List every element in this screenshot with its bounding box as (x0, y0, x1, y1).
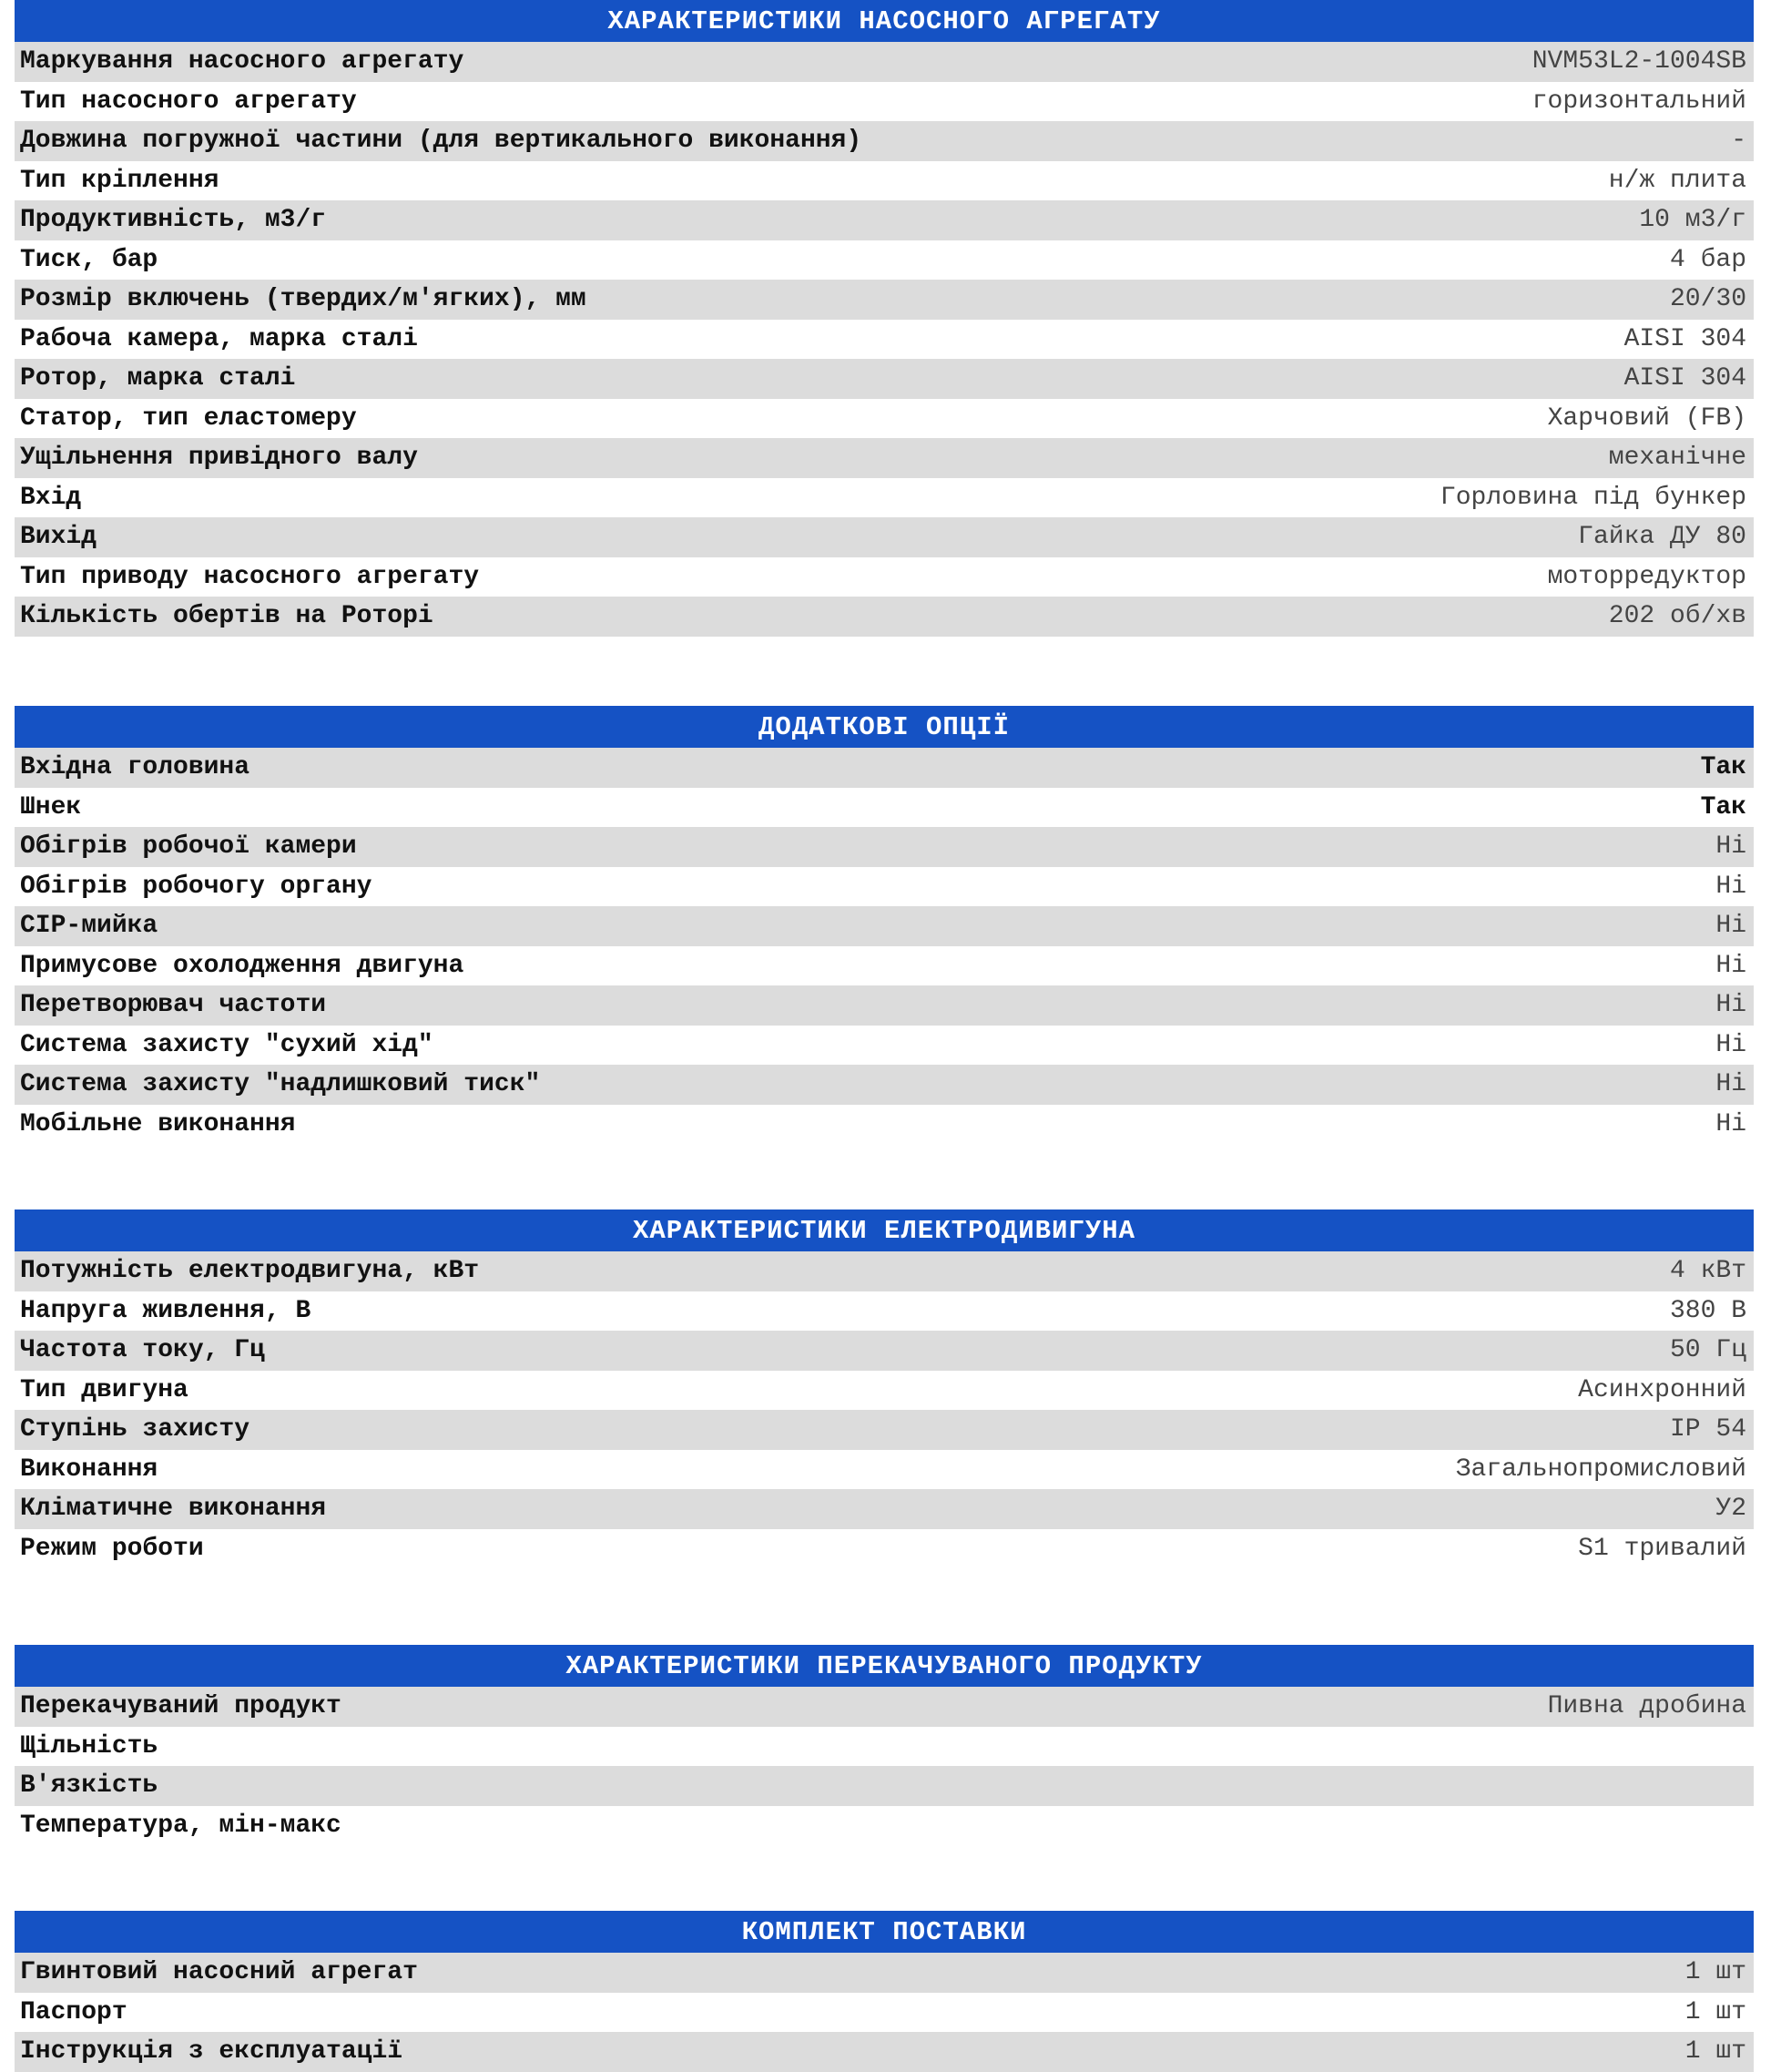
row-value: Ні (1715, 832, 1746, 862)
row-value: AISI 304 (1623, 324, 1746, 353)
row-value: 1 шт (1684, 1958, 1746, 1987)
spec-row (15, 161, 1754, 201)
row-label: Режим роботи (20, 1534, 204, 1563)
spec-table (15, 748, 1754, 1144)
row-value: 10 м3/г (1639, 206, 1746, 235)
row-label: Гвинтовий насосний агрегат (20, 1958, 418, 1987)
section-title: КОМПЛЕКТ ПОСТАВКИ (15, 1911, 1754, 1953)
row-value: Асинхронний (1578, 1375, 1746, 1404)
row-value: NVM53L2-1004SB (1532, 47, 1746, 77)
spec-row (15, 200, 1754, 240)
row-label: Напруга живлення, В (20, 1296, 311, 1325)
spec-row (15, 1251, 1754, 1291)
spec-row (15, 82, 1754, 122)
spec-row (15, 788, 1754, 828)
spec-row (15, 359, 1754, 399)
row-value: Так (1700, 753, 1746, 782)
spec-row (15, 1766, 1754, 1806)
row-label: Мобільне виконання (20, 1109, 296, 1138)
spec-row (15, 1026, 1754, 1066)
row-value: моторредуктор (1547, 562, 1746, 591)
section-title: ХАРАКТЕРИСТИКИ ПЕРЕКАЧУВАНОГО ПРОДУКТУ (15, 1645, 1754, 1687)
row-value: Горловина під бункер (1440, 483, 1746, 512)
spec-row (15, 1105, 1754, 1145)
row-label: Система захисту "надлишковий тиск" (20, 1070, 541, 1099)
spec-row (15, 517, 1754, 557)
row-value: Ні (1715, 1109, 1746, 1138)
row-label: Вхід (20, 483, 82, 512)
spec-row (15, 280, 1754, 320)
row-label: Тип двигуна (20, 1375, 188, 1404)
section-motor-characteristics (15, 1210, 1754, 1568)
row-label: В'язкість (20, 1771, 158, 1801)
spec-row (15, 1529, 1754, 1569)
row-value: Ні (1715, 991, 1746, 1020)
row-value: Так (1700, 792, 1746, 822)
row-label: Обігрів робочогу органу (20, 872, 372, 901)
section-title: ХАРАКТЕРИСТИКИ ЕЛЕКТРОДИВИГУНА (15, 1210, 1754, 1251)
row-label: Тип кріплення (20, 166, 219, 195)
row-value: 202 об/хв (1608, 602, 1746, 631)
row-label: Статор, тип еластомеру (20, 403, 357, 433)
row-label: Кількість обертів на Роторі (20, 602, 433, 631)
row-label: Ущільнення привідного валу (20, 444, 418, 473)
spec-row (15, 1410, 1754, 1450)
spec-table (15, 1251, 1754, 1568)
spec-row (15, 1371, 1754, 1411)
spec-row (15, 748, 1754, 788)
row-value: Ні (1715, 912, 1746, 941)
row-value: S1 тривалий (1578, 1534, 1746, 1563)
spec-row (15, 1450, 1754, 1490)
row-value: У2 (1715, 1495, 1746, 1524)
spec-row (15, 121, 1754, 161)
row-value: Ні (1715, 951, 1746, 980)
row-label: Маркування насосного агрегату (20, 47, 464, 77)
row-label: Кліматичне виконання (20, 1495, 327, 1524)
row-label: Тип приводу насосного агрегату (20, 562, 480, 591)
row-label: Ступінь захисту (20, 1415, 250, 1444)
row-value: Харчовий (FB) (1547, 403, 1746, 433)
spec-row (15, 827, 1754, 867)
row-value: Загальнопромисловий (1455, 1454, 1746, 1484)
row-label: Щільність (20, 1731, 158, 1761)
row-label: Потужність електродвигуна, кВт (20, 1257, 480, 1286)
spec-table (15, 1687, 1754, 1845)
spec-row (15, 946, 1754, 986)
row-label: Перетворювач частоти (20, 991, 327, 1020)
row-value: Пивна дробина (1547, 1692, 1746, 1721)
row-value: 1 шт (1684, 2037, 1746, 2067)
row-label: CIP-мийка (20, 912, 158, 941)
row-label: Температура, мін-макс (20, 1811, 341, 1840)
row-value: Ні (1715, 872, 1746, 901)
spec-row (15, 1065, 1754, 1105)
spec-row (15, 478, 1754, 518)
row-label: Система захисту "сухий хід" (20, 1030, 433, 1059)
row-label: Паспорт (20, 1997, 127, 2026)
row-value: н/ж плита (1608, 166, 1746, 195)
spec-row (15, 985, 1754, 1026)
section-product-characteristics (15, 1645, 1754, 1845)
spec-row (15, 2032, 1754, 2072)
section-delivery-set (15, 1911, 1754, 2072)
row-label: Продуктивність, м3/г (20, 206, 327, 235)
row-value: 380 В (1669, 1296, 1746, 1325)
row-label: Перекачуваний продукт (20, 1692, 341, 1721)
section-title: ХАРАКТЕРИСТИКИ НАСОСНОГО АГРЕГАТУ (15, 0, 1754, 42)
row-value: Ні (1715, 1070, 1746, 1099)
row-label: Виконання (20, 1454, 158, 1484)
row-label: Довжина погружної частини (для вертикального виконання) (20, 127, 862, 156)
spec-row (15, 1331, 1754, 1371)
row-value: горизонтальний (1532, 87, 1746, 116)
row-value: AISI 304 (1623, 364, 1746, 393)
spec-row (15, 42, 1754, 82)
spec-row (15, 906, 1754, 946)
row-label: Шнек (20, 792, 82, 822)
spec-row (15, 1291, 1754, 1332)
row-label: Інструкція з експлуатації (20, 2037, 403, 2067)
spec-row (15, 867, 1754, 907)
spec-row (15, 597, 1754, 637)
row-label: Частота току, Гц (20, 1336, 265, 1365)
spec-table (15, 1953, 1754, 2072)
spec-row (15, 1993, 1754, 2033)
spec-row (15, 1806, 1754, 1846)
spec-row (15, 1953, 1754, 1993)
row-value: механічне (1608, 444, 1746, 473)
row-label: Вихід (20, 523, 97, 552)
row-value: Ні (1715, 1030, 1746, 1059)
row-value: 4 бар (1669, 245, 1746, 274)
section-pump-characteristics (15, 0, 1754, 637)
spec-row (15, 1727, 1754, 1767)
row-value: 1 шт (1684, 1997, 1746, 2026)
row-label: Тиск, бар (20, 245, 158, 274)
spec-row (15, 1687, 1754, 1727)
row-label: Обігрів робочої камери (20, 832, 357, 862)
spec-row (15, 1489, 1754, 1529)
row-label: Примусове охолодження двигуна (20, 951, 464, 980)
row-value: Гайка ДУ 80 (1578, 523, 1746, 552)
section-additional-options (15, 706, 1754, 1144)
section-title: ДОДАТКОВІ ОПЦІЇ (15, 706, 1754, 748)
spec-row (15, 320, 1754, 360)
row-value: 20/30 (1669, 285, 1746, 314)
row-label: Розмір включень (твердих/м'ягких), мм (20, 285, 586, 314)
row-value: IP 54 (1669, 1415, 1746, 1444)
spec-row (15, 438, 1754, 478)
spec-row (15, 399, 1754, 439)
row-label: Ротор, марка сталі (20, 364, 296, 393)
row-label: Тип насосного агрегату (20, 87, 357, 116)
spec-table (15, 42, 1754, 637)
row-value: 4 кВт (1669, 1257, 1746, 1286)
spec-row (15, 240, 1754, 281)
row-value: 50 Гц (1669, 1336, 1746, 1365)
row-value: - (1731, 127, 1746, 156)
spec-row (15, 557, 1754, 597)
row-label: Рабоча камера, марка сталі (20, 324, 418, 353)
row-label: Вхідна головина (20, 753, 250, 782)
